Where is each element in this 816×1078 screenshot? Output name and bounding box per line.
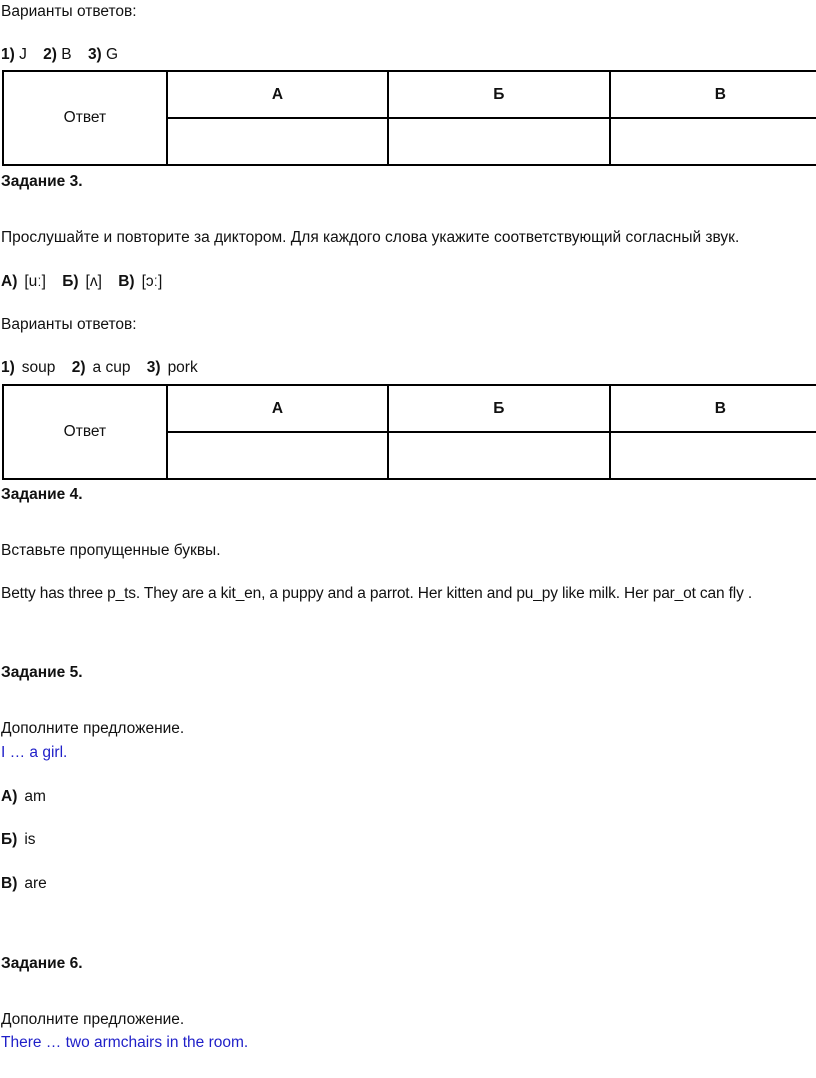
option-text: a cup (92, 359, 131, 376)
answer-cell[interactable] (610, 118, 816, 165)
option-text: B (61, 46, 72, 63)
column-header: А (167, 71, 388, 118)
task-sentence: There … two armchairs in the room. (1, 1034, 249, 1051)
answer-options (1, 45, 118, 65)
answer-option (1, 787, 46, 807)
task-text: Betty has three p_ts. They are a kit_en, a puppy and a parrot. Her kitten and pu_py like milk. Her par_ot can fly . (1, 585, 752, 602)
sound-options (1, 272, 162, 292)
answer-table (2, 384, 816, 480)
option-text: are (24, 875, 47, 892)
answer-option (1, 830, 36, 850)
task-title: Задание 4. (1, 486, 83, 503)
option-text: [uː] (24, 273, 46, 290)
option-text: is (24, 831, 36, 848)
column-header: В (610, 71, 816, 118)
task-title: Задание 5. (1, 664, 83, 681)
task-instruction: Вставьте пропущенные буквы. (1, 542, 221, 559)
column-header: А (167, 385, 388, 432)
option-letter: А) (1, 788, 18, 805)
option-number: 3) (87, 46, 102, 63)
option-letter: В) (118, 273, 135, 290)
option-text: [ɔː] (141, 273, 163, 290)
answer-cell[interactable] (167, 118, 388, 165)
option-text: soup (21, 359, 56, 376)
option-number: 2) (43, 46, 57, 63)
option-letter: В) (1, 875, 18, 892)
answer-row-label: Ответ (3, 385, 167, 479)
option-letter: А) (1, 273, 18, 290)
option-letter: Б) (62, 273, 79, 290)
answer-option (1, 874, 47, 894)
option-number: 1) (1, 359, 15, 376)
option-text: am (24, 788, 46, 805)
task-title: Задание 3. (1, 173, 83, 190)
variants-heading: Варианты ответов: (1, 3, 137, 20)
answer-cell[interactable] (388, 118, 609, 165)
answer-cell[interactable] (610, 432, 816, 479)
option-text: pork (167, 359, 198, 376)
column-header: Б (388, 385, 609, 432)
answer-options (1, 358, 198, 378)
answer-cell[interactable] (167, 432, 388, 479)
task-instruction: Прослушайте и повторите за диктором. Для каждого слова укажите соответствующий согласный звук. (1, 229, 740, 246)
option-number: 2) (71, 359, 86, 376)
task-title: Задание 6. (1, 955, 83, 972)
column-header: Б (388, 71, 609, 118)
answer-table (2, 70, 816, 166)
option-text: G (106, 46, 119, 63)
answer-row-label: Ответ (3, 71, 167, 165)
variants-heading: Варианты ответов: (1, 316, 137, 333)
task-instruction: Дополните предложение. (1, 1011, 185, 1028)
option-text: J (19, 46, 27, 63)
option-text: [ʌ] (85, 273, 102, 290)
task-instruction: Дополните предложение. (1, 720, 185, 737)
column-header: В (610, 385, 816, 432)
option-number: 3) (146, 359, 161, 376)
task-sentence: I … a girl. (1, 744, 68, 761)
option-number: 1) (1, 46, 15, 63)
option-letter: Б) (1, 831, 18, 848)
answer-cell[interactable] (388, 432, 609, 479)
